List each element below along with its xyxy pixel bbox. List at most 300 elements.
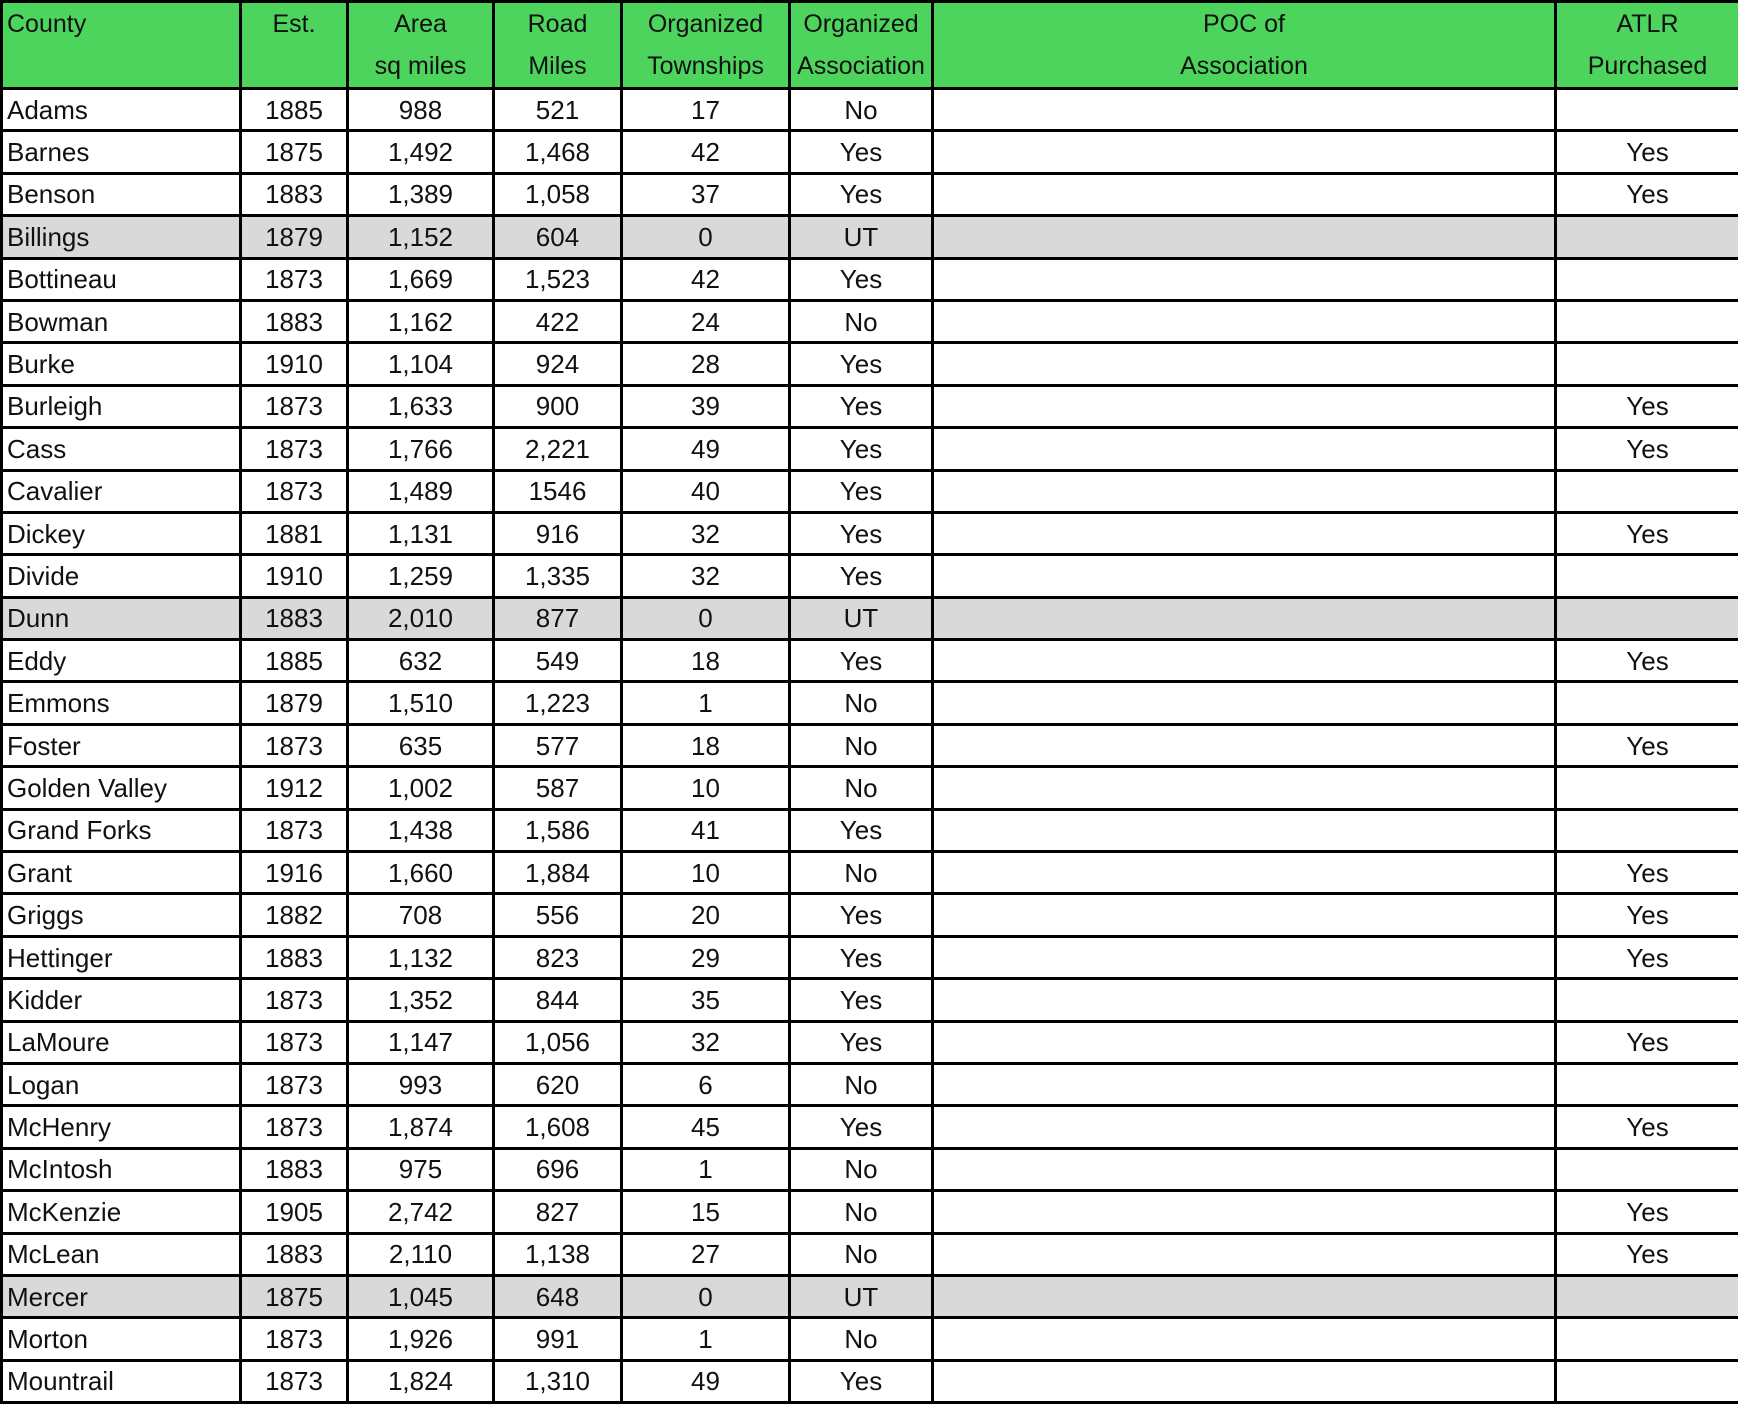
townships-cell: 49 bbox=[622, 428, 790, 470]
area-cell: 708 bbox=[348, 894, 494, 936]
county-cell: Golden Valley bbox=[2, 767, 241, 809]
association-cell: Yes bbox=[790, 343, 933, 385]
county-cell: Kidder bbox=[2, 979, 241, 1021]
county-cell: Mountrail bbox=[2, 1360, 241, 1402]
association-cell: Yes bbox=[790, 555, 933, 597]
association-cell: Yes bbox=[790, 809, 933, 851]
road-miles-cell: 991 bbox=[494, 1318, 622, 1360]
table-row bbox=[2, 216, 1738, 258]
townships-cell: 0 bbox=[622, 1275, 790, 1317]
townships-cell: 18 bbox=[622, 724, 790, 766]
est-cell: 1875 bbox=[241, 1275, 348, 1317]
area-cell: 635 bbox=[348, 724, 494, 766]
poc-cell bbox=[933, 809, 1556, 851]
road-miles-cell: 1,223 bbox=[494, 682, 622, 724]
association-cell: No bbox=[790, 682, 933, 724]
poc-cell bbox=[933, 131, 1556, 173]
poc-cell bbox=[933, 1021, 1556, 1063]
table-row bbox=[2, 1106, 1738, 1148]
header-county-line-1: County bbox=[7, 3, 235, 45]
road-miles-cell: 696 bbox=[494, 1148, 622, 1190]
association-cell: Yes bbox=[790, 385, 933, 427]
header-association-line-1: Organized bbox=[795, 3, 927, 45]
townships-cell: 40 bbox=[622, 470, 790, 512]
road-miles-cell: 604 bbox=[494, 216, 622, 258]
est-cell: 1873 bbox=[241, 1318, 348, 1360]
association-cell: No bbox=[790, 1148, 933, 1190]
road-miles-cell: 521 bbox=[494, 89, 622, 131]
association-cell: UT bbox=[790, 216, 933, 258]
header-area-line-2: sq miles bbox=[353, 45, 488, 87]
area-cell: 988 bbox=[348, 89, 494, 131]
county-cell: Griggs bbox=[2, 894, 241, 936]
atlr-cell: Yes bbox=[1556, 1233, 1738, 1275]
area-cell: 1,131 bbox=[348, 512, 494, 554]
est-cell: 1873 bbox=[241, 809, 348, 851]
road-miles-cell: 549 bbox=[494, 640, 622, 682]
road-miles-cell: 823 bbox=[494, 936, 622, 978]
atlr-cell: Yes bbox=[1556, 428, 1738, 470]
table-row bbox=[2, 343, 1738, 385]
header-organized-townships bbox=[622, 2, 790, 89]
poc-cell bbox=[933, 300, 1556, 342]
atlr-cell bbox=[1556, 1063, 1738, 1105]
poc-cell bbox=[933, 343, 1556, 385]
townships-cell: 42 bbox=[622, 258, 790, 300]
est-cell: 1879 bbox=[241, 216, 348, 258]
atlr-cell: Yes bbox=[1556, 1106, 1738, 1148]
header-area-line-1: Area bbox=[353, 3, 488, 45]
area-cell: 993 bbox=[348, 1063, 494, 1105]
area-cell: 1,669 bbox=[348, 258, 494, 300]
poc-cell bbox=[933, 173, 1556, 215]
table-row bbox=[2, 640, 1738, 682]
header-est-line-1: Est. bbox=[246, 3, 342, 45]
est-cell: 1885 bbox=[241, 89, 348, 131]
area-cell: 2,010 bbox=[348, 597, 494, 639]
atlr-cell bbox=[1556, 809, 1738, 851]
area-cell: 2,110 bbox=[348, 1233, 494, 1275]
townships-cell: 32 bbox=[622, 555, 790, 597]
area-cell: 1,002 bbox=[348, 767, 494, 809]
atlr-cell: Yes bbox=[1556, 131, 1738, 173]
poc-cell bbox=[933, 216, 1556, 258]
road-miles-cell: 1,884 bbox=[494, 852, 622, 894]
townships-cell: 1 bbox=[622, 1148, 790, 1190]
poc-cell bbox=[933, 979, 1556, 1021]
poc-cell bbox=[933, 894, 1556, 936]
poc-cell bbox=[933, 89, 1556, 131]
area-cell: 1,045 bbox=[348, 1275, 494, 1317]
association-cell: UT bbox=[790, 1275, 933, 1317]
atlr-cell bbox=[1556, 89, 1738, 131]
est-cell: 1883 bbox=[241, 1148, 348, 1190]
townships-cell: 10 bbox=[622, 767, 790, 809]
table-row bbox=[2, 1360, 1738, 1402]
townships-cell: 27 bbox=[622, 1233, 790, 1275]
atlr-cell: Yes bbox=[1556, 512, 1738, 554]
townships-cell: 17 bbox=[622, 89, 790, 131]
area-cell: 1,352 bbox=[348, 979, 494, 1021]
est-cell: 1873 bbox=[241, 1063, 348, 1105]
county-cell: Bottineau bbox=[2, 258, 241, 300]
road-miles-cell: 556 bbox=[494, 894, 622, 936]
area-cell: 1,492 bbox=[348, 131, 494, 173]
townships-cell: 6 bbox=[622, 1063, 790, 1105]
est-cell: 1873 bbox=[241, 1106, 348, 1148]
association-cell: No bbox=[790, 1191, 933, 1233]
poc-cell bbox=[933, 767, 1556, 809]
county-cell: Mercer bbox=[2, 1275, 241, 1317]
county-cell: McLean bbox=[2, 1233, 241, 1275]
table-row bbox=[2, 936, 1738, 978]
table-row bbox=[2, 682, 1738, 724]
table-row bbox=[2, 300, 1738, 342]
atlr-cell bbox=[1556, 216, 1738, 258]
area-cell: 1,660 bbox=[348, 852, 494, 894]
table-row bbox=[2, 1318, 1738, 1360]
townships-cell: 20 bbox=[622, 894, 790, 936]
header-row bbox=[2, 2, 1738, 89]
townships-cell: 1 bbox=[622, 682, 790, 724]
header-townships-line-1: Organized bbox=[627, 3, 784, 45]
area-cell: 632 bbox=[348, 640, 494, 682]
table-row bbox=[2, 1233, 1738, 1275]
association-cell: No bbox=[790, 1063, 933, 1105]
county-cell: Logan bbox=[2, 1063, 241, 1105]
table-row bbox=[2, 724, 1738, 766]
road-miles-cell: 1,138 bbox=[494, 1233, 622, 1275]
poc-cell bbox=[933, 852, 1556, 894]
est-cell: 1873 bbox=[241, 724, 348, 766]
atlr-cell: Yes bbox=[1556, 724, 1738, 766]
road-miles-cell: 1,523 bbox=[494, 258, 622, 300]
poc-cell bbox=[933, 512, 1556, 554]
association-cell: Yes bbox=[790, 1360, 933, 1402]
road-miles-cell: 1,058 bbox=[494, 173, 622, 215]
townships-cell: 0 bbox=[622, 216, 790, 258]
atlr-cell: Yes bbox=[1556, 385, 1738, 427]
area-cell: 1,104 bbox=[348, 343, 494, 385]
area-cell: 975 bbox=[348, 1148, 494, 1190]
area-cell: 1,824 bbox=[348, 1360, 494, 1402]
association-cell: UT bbox=[790, 597, 933, 639]
road-miles-cell: 1,310 bbox=[494, 1360, 622, 1402]
table-row bbox=[2, 597, 1738, 639]
road-miles-cell: 1,586 bbox=[494, 809, 622, 851]
road-miles-cell: 1,608 bbox=[494, 1106, 622, 1148]
header-road-line-1: Road bbox=[499, 3, 616, 45]
header-organized-association bbox=[790, 2, 933, 89]
townships-cell: 18 bbox=[622, 640, 790, 682]
table-row bbox=[2, 385, 1738, 427]
road-miles-cell: 422 bbox=[494, 300, 622, 342]
est-cell: 1873 bbox=[241, 385, 348, 427]
table-row bbox=[2, 1021, 1738, 1063]
road-miles-cell: 900 bbox=[494, 385, 622, 427]
poc-cell bbox=[933, 1106, 1556, 1148]
est-cell: 1875 bbox=[241, 131, 348, 173]
table-row bbox=[2, 512, 1738, 554]
county-cell: Benson bbox=[2, 173, 241, 215]
road-miles-cell: 577 bbox=[494, 724, 622, 766]
table-row bbox=[2, 1063, 1738, 1105]
header-county bbox=[2, 2, 241, 89]
county-cell: McKenzie bbox=[2, 1191, 241, 1233]
county-cell: Barnes bbox=[2, 131, 241, 173]
townships-cell: 45 bbox=[622, 1106, 790, 1148]
atlr-cell bbox=[1556, 1275, 1738, 1317]
county-cell: Cass bbox=[2, 428, 241, 470]
association-cell: No bbox=[790, 767, 933, 809]
townships-cell: 29 bbox=[622, 936, 790, 978]
county-cell: Eddy bbox=[2, 640, 241, 682]
townships-cell: 32 bbox=[622, 512, 790, 554]
est-cell: 1910 bbox=[241, 555, 348, 597]
table-body bbox=[2, 89, 1738, 1403]
table-row bbox=[2, 852, 1738, 894]
townships-cell: 0 bbox=[622, 597, 790, 639]
area-cell: 1,162 bbox=[348, 300, 494, 342]
road-miles-cell: 1,468 bbox=[494, 131, 622, 173]
county-cell: Morton bbox=[2, 1318, 241, 1360]
est-cell: 1883 bbox=[241, 936, 348, 978]
townships-cell: 1 bbox=[622, 1318, 790, 1360]
area-cell: 1,633 bbox=[348, 385, 494, 427]
table-row bbox=[2, 173, 1738, 215]
header-association-line-2: Association bbox=[795, 45, 927, 87]
road-miles-cell: 587 bbox=[494, 767, 622, 809]
road-miles-cell: 1546 bbox=[494, 470, 622, 512]
road-miles-cell: 924 bbox=[494, 343, 622, 385]
atlr-cell bbox=[1556, 343, 1738, 385]
atlr-cell bbox=[1556, 682, 1738, 724]
townships-cell: 37 bbox=[622, 173, 790, 215]
county-cell: Cavalier bbox=[2, 470, 241, 512]
est-cell: 1881 bbox=[241, 512, 348, 554]
header-atlr-line-1: ATLR bbox=[1561, 3, 1734, 45]
townships-cell: 41 bbox=[622, 809, 790, 851]
atlr-cell bbox=[1556, 1148, 1738, 1190]
area-cell: 1,438 bbox=[348, 809, 494, 851]
association-cell: No bbox=[790, 1233, 933, 1275]
header-townships-line-2: Townships bbox=[627, 45, 784, 87]
atlr-cell bbox=[1556, 767, 1738, 809]
est-cell: 1883 bbox=[241, 300, 348, 342]
atlr-cell: Yes bbox=[1556, 640, 1738, 682]
est-cell: 1883 bbox=[241, 597, 348, 639]
county-cell: Foster bbox=[2, 724, 241, 766]
atlr-cell: Yes bbox=[1556, 852, 1738, 894]
townships-cell: 42 bbox=[622, 131, 790, 173]
header-road-line-2: Miles bbox=[499, 45, 616, 87]
association-cell: Yes bbox=[790, 258, 933, 300]
poc-cell bbox=[933, 1148, 1556, 1190]
poc-cell bbox=[933, 385, 1556, 427]
area-cell: 1,926 bbox=[348, 1318, 494, 1360]
association-cell: No bbox=[790, 300, 933, 342]
est-cell: 1873 bbox=[241, 1021, 348, 1063]
poc-cell bbox=[933, 597, 1556, 639]
atlr-cell bbox=[1556, 1318, 1738, 1360]
association-cell: Yes bbox=[790, 428, 933, 470]
association-cell: Yes bbox=[790, 936, 933, 978]
atlr-cell bbox=[1556, 470, 1738, 512]
area-cell: 2,742 bbox=[348, 1191, 494, 1233]
association-cell: Yes bbox=[790, 894, 933, 936]
area-cell: 1,389 bbox=[348, 173, 494, 215]
association-cell: No bbox=[790, 1318, 933, 1360]
est-cell: 1873 bbox=[241, 1360, 348, 1402]
poc-cell bbox=[933, 1318, 1556, 1360]
header-poc-line-1: POC of bbox=[938, 3, 1550, 45]
road-miles-cell: 844 bbox=[494, 979, 622, 1021]
table-row bbox=[2, 131, 1738, 173]
poc-cell bbox=[933, 428, 1556, 470]
area-cell: 1,874 bbox=[348, 1106, 494, 1148]
atlr-cell: Yes bbox=[1556, 936, 1738, 978]
townships-cell: 10 bbox=[622, 852, 790, 894]
header-est bbox=[241, 2, 348, 89]
atlr-cell bbox=[1556, 258, 1738, 300]
poc-cell bbox=[933, 1275, 1556, 1317]
header-atlr-line-2: Purchased bbox=[1561, 45, 1734, 87]
area-cell: 1,152 bbox=[348, 216, 494, 258]
table-row bbox=[2, 809, 1738, 851]
association-cell: Yes bbox=[790, 1021, 933, 1063]
poc-cell bbox=[933, 470, 1556, 512]
county-cell: Dunn bbox=[2, 597, 241, 639]
table-row bbox=[2, 979, 1738, 1021]
county-cell: Burleigh bbox=[2, 385, 241, 427]
county-cell: Adams bbox=[2, 89, 241, 131]
county-cell: Burke bbox=[2, 343, 241, 385]
poc-cell bbox=[933, 724, 1556, 766]
road-miles-cell: 827 bbox=[494, 1191, 622, 1233]
road-miles-cell: 648 bbox=[494, 1275, 622, 1317]
association-cell: Yes bbox=[790, 131, 933, 173]
association-cell: Yes bbox=[790, 1106, 933, 1148]
townships-cell: 39 bbox=[622, 385, 790, 427]
atlr-cell: Yes bbox=[1556, 173, 1738, 215]
table-row bbox=[2, 470, 1738, 512]
atlr-cell bbox=[1556, 1360, 1738, 1402]
table-row bbox=[2, 428, 1738, 470]
atlr-cell bbox=[1556, 979, 1738, 1021]
poc-cell bbox=[933, 555, 1556, 597]
area-cell: 1,510 bbox=[348, 682, 494, 724]
county-cell: Divide bbox=[2, 555, 241, 597]
est-cell: 1885 bbox=[241, 640, 348, 682]
est-cell: 1916 bbox=[241, 852, 348, 894]
association-cell: No bbox=[790, 724, 933, 766]
townships-cell: 49 bbox=[622, 1360, 790, 1402]
townships-cell: 28 bbox=[622, 343, 790, 385]
header-road-miles bbox=[494, 2, 622, 89]
table-row bbox=[2, 894, 1738, 936]
county-cell: Emmons bbox=[2, 682, 241, 724]
association-cell: No bbox=[790, 89, 933, 131]
est-cell: 1873 bbox=[241, 258, 348, 300]
association-cell: No bbox=[790, 852, 933, 894]
association-cell: Yes bbox=[790, 173, 933, 215]
poc-cell bbox=[933, 258, 1556, 300]
association-cell: Yes bbox=[790, 470, 933, 512]
area-cell: 1,259 bbox=[348, 555, 494, 597]
table-row bbox=[2, 555, 1738, 597]
table-row bbox=[2, 1275, 1738, 1317]
townships-cell: 32 bbox=[622, 1021, 790, 1063]
table-row bbox=[2, 258, 1738, 300]
atlr-cell: Yes bbox=[1556, 1191, 1738, 1233]
poc-cell bbox=[933, 1191, 1556, 1233]
road-miles-cell: 2,221 bbox=[494, 428, 622, 470]
townships-cell: 35 bbox=[622, 979, 790, 1021]
poc-cell bbox=[933, 1063, 1556, 1105]
table-row bbox=[2, 1191, 1738, 1233]
atlr-cell bbox=[1556, 597, 1738, 639]
est-cell: 1882 bbox=[241, 894, 348, 936]
road-miles-cell: 620 bbox=[494, 1063, 622, 1105]
poc-cell bbox=[933, 682, 1556, 724]
county-cell: Grand Forks bbox=[2, 809, 241, 851]
area-cell: 1,147 bbox=[348, 1021, 494, 1063]
county-cell: McIntosh bbox=[2, 1148, 241, 1190]
est-cell: 1883 bbox=[241, 173, 348, 215]
county-cell: Grant bbox=[2, 852, 241, 894]
townships-cell: 24 bbox=[622, 300, 790, 342]
county-cell: Bowman bbox=[2, 300, 241, 342]
poc-cell bbox=[933, 936, 1556, 978]
est-cell: 1873 bbox=[241, 470, 348, 512]
area-cell: 1,766 bbox=[348, 428, 494, 470]
atlr-cell: Yes bbox=[1556, 894, 1738, 936]
est-cell: 1910 bbox=[241, 343, 348, 385]
county-cell: Billings bbox=[2, 216, 241, 258]
table-row bbox=[2, 89, 1738, 131]
association-cell: Yes bbox=[790, 979, 933, 1021]
road-miles-cell: 1,056 bbox=[494, 1021, 622, 1063]
poc-cell bbox=[933, 1360, 1556, 1402]
road-miles-cell: 916 bbox=[494, 512, 622, 554]
county-cell: Dickey bbox=[2, 512, 241, 554]
road-miles-cell: 877 bbox=[494, 597, 622, 639]
association-cell: Yes bbox=[790, 640, 933, 682]
county-cell: McHenry bbox=[2, 1106, 241, 1148]
est-cell: 1873 bbox=[241, 979, 348, 1021]
est-cell: 1879 bbox=[241, 682, 348, 724]
atlr-cell: Yes bbox=[1556, 1021, 1738, 1063]
poc-cell bbox=[933, 640, 1556, 682]
county-cell: LaMoure bbox=[2, 1021, 241, 1063]
townships-cell: 15 bbox=[622, 1191, 790, 1233]
atlr-cell bbox=[1556, 555, 1738, 597]
atlr-cell bbox=[1556, 300, 1738, 342]
est-cell: 1912 bbox=[241, 767, 348, 809]
est-cell: 1873 bbox=[241, 428, 348, 470]
header-poc-of-association bbox=[933, 2, 1556, 89]
area-cell: 1,489 bbox=[348, 470, 494, 512]
header-poc-line-2: Association bbox=[938, 45, 1550, 87]
association-cell: Yes bbox=[790, 512, 933, 554]
table-row bbox=[2, 1148, 1738, 1190]
est-cell: 1905 bbox=[241, 1191, 348, 1233]
est-cell: 1883 bbox=[241, 1233, 348, 1275]
table-row bbox=[2, 767, 1738, 809]
header-atlr-purchased bbox=[1556, 2, 1738, 89]
area-cell: 1,132 bbox=[348, 936, 494, 978]
county-cell: Hettinger bbox=[2, 936, 241, 978]
